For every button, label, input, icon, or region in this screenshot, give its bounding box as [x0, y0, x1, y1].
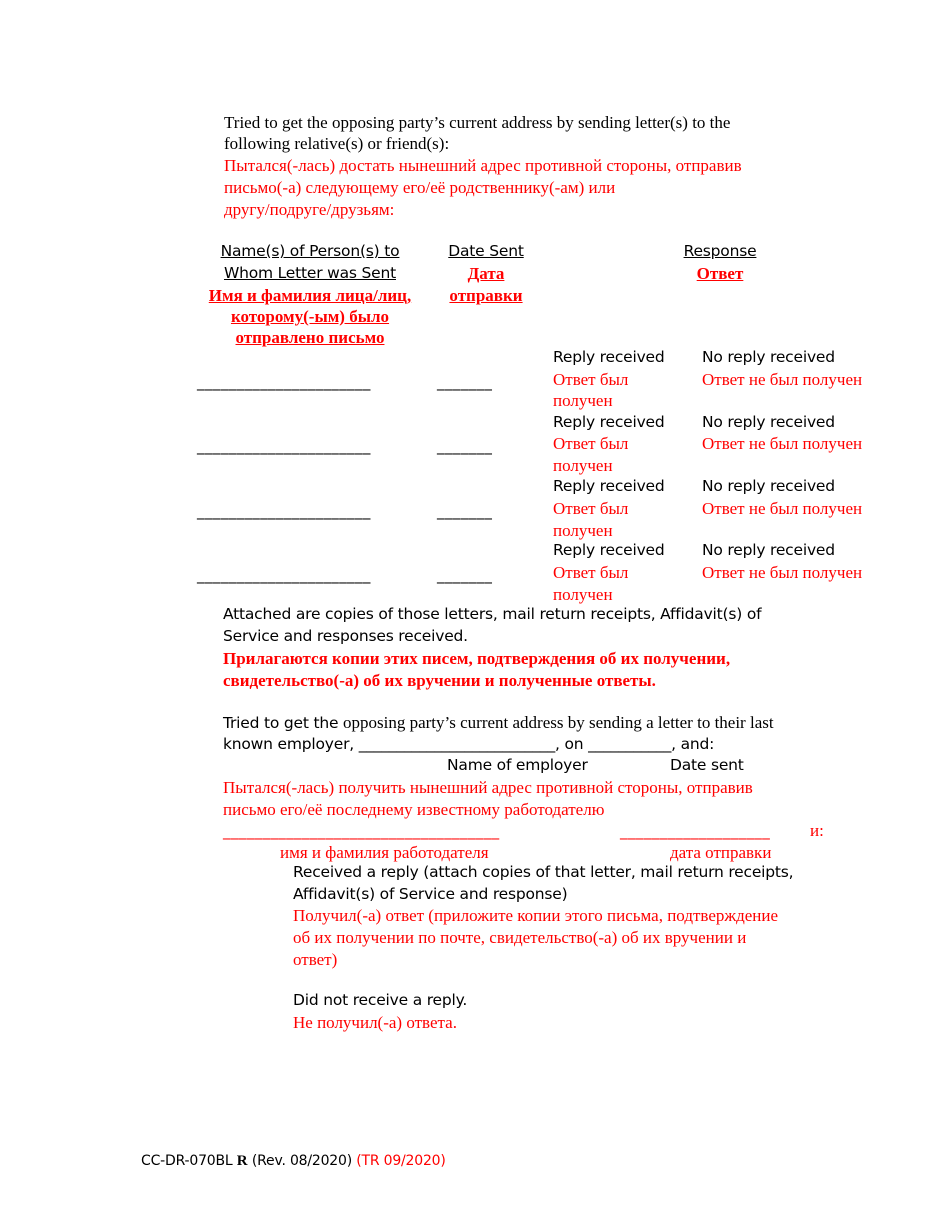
date-blank-field[interactable]: _______ [437, 566, 493, 584]
col-response-ru: Ответ [696, 264, 744, 283]
reply-received-option[interactable]: Reply received [553, 541, 665, 559]
intro-en-text-2: following relative(s) or friend(s): [224, 134, 450, 153]
name-blank-field[interactable]: ______________________ [197, 373, 371, 391]
attached-ru-2: свидетельство(-а) об их вручении и полученные ответы. [223, 671, 656, 690]
form-translation: (TR 09/2020) [356, 1153, 446, 1169]
did-not-receive-option[interactable]: Did not receive a reply. [293, 991, 468, 1009]
form-code-bold: R [236, 1153, 248, 1169]
no-reply-received-option[interactable]: No reply received [702, 413, 835, 431]
col-name-ru-2: которому(-ым) было [230, 307, 390, 326]
attached-en-2: Service and responses received. [223, 627, 468, 645]
employer-ru-line-1: Пытался(-лась) получить нынешний адрес противной стороны, отправив [223, 778, 753, 797]
received-reply-option[interactable]: Received a reply (attach copies of that letter, mail return receipts, [293, 863, 794, 881]
label-name-of-employer: Name of employer [447, 756, 588, 774]
reply-received-option[interactable]: Reply received [553, 477, 665, 495]
did-not-receive-ru: Не получил(-а) ответа. [293, 1013, 457, 1032]
received-reply-en-2: Affidavit(s) of Service and response) [293, 885, 568, 903]
col-date-ru-1: Дата [467, 264, 505, 283]
col-name-en-1: Name(s) of Person(s) to [220, 242, 400, 260]
name-blank-field[interactable]: ______________________ [197, 502, 371, 520]
reply-received-ru-2: получен [553, 521, 613, 540]
name-blank-field[interactable]: ______________________ [197, 437, 371, 455]
intro-en-text-1: Tried to get the opposing party’s current address by sending letter(s) to the [224, 113, 731, 132]
intro-ru-line-2: письмо(-а) следующему его/её родственнику(-ам) или [224, 178, 616, 197]
no-reply-received-option[interactable]: No reply received [702, 541, 835, 559]
label-date-sent-ru: дата отправки [670, 843, 772, 862]
name-blank-field[interactable]: ______________________ [197, 566, 371, 584]
form-code: CC-DR-070BL [141, 1153, 237, 1169]
employer-en-text-1a: Tried to get the [223, 714, 344, 732]
employer-ru-line-2: письмо его/её последнему известному работодателю [223, 800, 605, 819]
employer-en-line-1 [223, 713, 774, 733]
reply-received-ru-2: получен [553, 585, 613, 604]
intro-ru-line-3: другу/подруге/друзьям: [224, 200, 395, 219]
received-reply-ru-2: об их получении по почте, свидетельство(-а) об их вручении и [293, 928, 747, 947]
no-reply-received-ru: Ответ не был получен [702, 499, 863, 518]
form-revision: (Rev. 08/2020) [247, 1153, 357, 1169]
date-blank-field[interactable]: _______ [437, 437, 493, 455]
col-date-en: Date Sent [448, 242, 524, 260]
reply-received-ru-1: Ответ был [553, 563, 629, 582]
intro-ru-line-1: Пытался(-лась) достать нынешний адрес противной стороны, отправив [224, 156, 742, 175]
no-reply-received-ru: Ответ не был получен [702, 563, 863, 582]
no-reply-received-ru: Ответ не был получен [702, 434, 863, 453]
received-reply-ru-3: ответ) [293, 950, 338, 969]
employer-name-blank-ru[interactable]: ___________________________________ [223, 822, 500, 840]
received-reply-ru-1: Получил(-а) ответ (приложите копии этого письма, подтверждение [293, 906, 779, 925]
attached-en-1: Attached are copies of those letters, mail return receipts, Affidavit(s) of [223, 605, 762, 623]
form-footer [141, 1153, 446, 1170]
intro-en-line-2 [224, 134, 449, 154]
date-blank-field[interactable]: _______ [437, 373, 493, 391]
reply-received-ru-2: получен [553, 391, 613, 410]
reply-received-option[interactable]: Reply received [553, 413, 665, 431]
reply-received-ru-2: получен [553, 456, 613, 475]
employer-date-blank-ru[interactable]: ___________________ [620, 822, 771, 840]
reply-received-option[interactable]: Reply received [553, 348, 665, 366]
label-name-of-employer-ru: имя и фамилия работодателя [280, 843, 489, 862]
employer-and-ru: и: [810, 821, 824, 840]
employer-en-text-1b: opposing party’s current address by sending a letter to their last [343, 713, 774, 732]
reply-received-ru-1: Ответ был [553, 499, 629, 518]
col-name-en-2: Whom Letter was Sent [223, 264, 396, 282]
col-date-ru-2: отправки [449, 286, 523, 305]
no-reply-received-option[interactable]: No reply received [702, 348, 835, 366]
attached-ru-1: Прилагаются копии этих писем, подтверждения об их получении, [223, 649, 731, 668]
no-reply-received-ru: Ответ не был получен [702, 370, 863, 389]
label-date-sent: Date sent [670, 756, 744, 774]
reply-received-ru-1: Ответ был [553, 434, 629, 453]
col-name-ru-3: отправлено письмо [235, 328, 385, 347]
col-response-en: Response [683, 242, 757, 260]
reply-received-ru-1: Ответ был [553, 370, 629, 389]
intro-en-line-1 [224, 113, 730, 133]
date-blank-field[interactable]: _______ [437, 502, 493, 520]
employer-en-line-2[interactable]: known employer, __________________________, on ___________, and: [223, 735, 715, 753]
col-name-ru-1: Имя и фамилия лица/лиц, [208, 286, 412, 305]
no-reply-received-option[interactable]: No reply received [702, 477, 835, 495]
